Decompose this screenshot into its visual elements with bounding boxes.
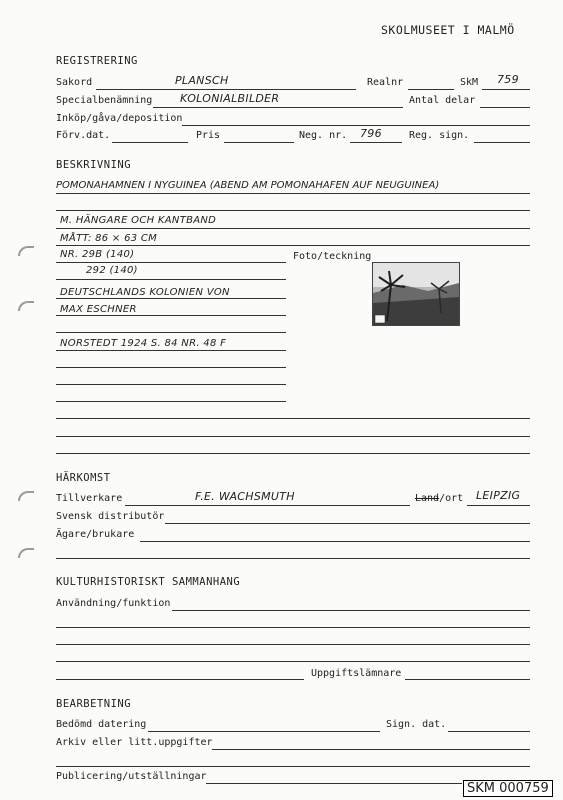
foto-label: Foto/teckning: [293, 251, 372, 262]
forv-dat-label: Förv.dat.: [56, 130, 111, 141]
section-title-harkomst: HÄRKOMST: [56, 472, 111, 484]
agare-label: Ägare/brukare: [56, 529, 135, 540]
specialbenamning-value: KOLONIALBILDER: [180, 92, 280, 105]
anvandning-label: Användning/funktion: [56, 598, 171, 609]
beskrivning-rule-1: [56, 193, 530, 194]
beskrivning-line-3: MÅTT: 86 × 63 CM: [60, 233, 158, 244]
ort-line: [467, 505, 530, 506]
beskrivning-line-5: 292 (140): [86, 265, 138, 276]
ort-value: LEIPZIG: [476, 489, 521, 502]
section-title-bearbetning: BEARBETNING: [56, 698, 132, 710]
antal-delar-line: [480, 107, 530, 108]
tillverkare-value: F.E. WACHSMUTH: [195, 490, 295, 503]
beskrivning-rule-3: [56, 228, 530, 229]
bedomd-datering-line: [148, 731, 380, 732]
bearbetning-rule-1: [56, 766, 530, 767]
anvandning-line: [172, 610, 530, 611]
beskrivning-rule-9: [56, 332, 286, 333]
reg-sign-line: [474, 142, 530, 143]
arkiv-line: [212, 749, 530, 750]
beskrivning-rule-14: [56, 418, 530, 419]
beskrivning-rule-4: [56, 245, 530, 246]
punch-hole-mark: [18, 301, 34, 311]
sakord-line: [96, 89, 356, 90]
specialbenamning-label: Specialbenämning: [56, 95, 153, 106]
specialbenamning-line: [153, 107, 403, 108]
photo-thumbnail: [372, 262, 460, 326]
beskrivning-rule-5: [56, 262, 286, 263]
svensk-distributor-label: Svensk distributör: [56, 511, 165, 522]
pris-label: Pris: [196, 130, 221, 141]
sign-dat-label: Sign. dat.: [386, 719, 447, 730]
skm-label: SkM: [460, 77, 479, 88]
section-title-beskrivning: BESKRIVNING: [56, 159, 132, 171]
beskrivning-rule-8: [56, 315, 286, 316]
beskrivning-line-8: NORSTEDT 1924 S. 84 NR. 48 F: [60, 338, 227, 349]
punch-hole-mark: [18, 548, 34, 558]
publicering-line: [206, 783, 462, 784]
beskrivning-rule-6: [56, 279, 286, 280]
tillverkare-line: [125, 505, 410, 506]
museum-header: SKOLMUSEET I MALMÖ: [381, 23, 515, 37]
beskrivning-rule-15: [56, 436, 530, 437]
section-title-registrering: REGISTRERING: [56, 55, 138, 67]
sakord-value: PLANSCH: [175, 74, 229, 87]
neg-nr-value: 796: [360, 127, 382, 140]
beskrivning-rule-12: [56, 384, 286, 385]
pris-line: [224, 142, 294, 143]
neg-nr-label: Neg. nr.: [299, 130, 348, 141]
inkop-label: Inköp/gåva/deposition: [56, 113, 183, 124]
beskrivning-rule-11: [56, 367, 286, 368]
sakord-label: Sakord: [56, 77, 93, 88]
land-label: Land: [415, 493, 440, 504]
land-ort-label: [415, 493, 463, 505]
palm-scene-image: [373, 263, 459, 325]
document-id-label: SKM 000759: [463, 780, 553, 797]
beskrivning-rule-2: [56, 210, 530, 211]
kulturhistoriskt-rule-3: [56, 661, 530, 662]
reg-sign-label: Reg. sign.: [409, 130, 470, 141]
sign-dat-line: [448, 731, 530, 732]
uppgiftslamnare-label: Uppgiftslämnare: [311, 668, 402, 679]
section-title-kulturhistoriskt: KULTURHISTORISKT SAMMANHANG: [56, 576, 241, 588]
realnr-line: [408, 89, 454, 90]
beskrivning-rule-10: [56, 350, 286, 351]
beskrivning-line-4: NR. 29B (140): [60, 249, 135, 260]
skm-value: 759: [497, 73, 519, 86]
inkop-line: [182, 125, 530, 126]
neg-nr-line: [350, 142, 402, 143]
antal-delar-label: Antal delar: [409, 95, 476, 106]
publicering-label: Publicering/utställningar: [56, 771, 207, 782]
punch-hole-mark: [18, 491, 34, 501]
bedomd-datering-label: Bedömd datering: [56, 719, 147, 730]
arkiv-label: Arkiv eller litt.uppgifter: [56, 737, 213, 748]
skm-line: [482, 89, 530, 90]
beskrivning-rule-7: [56, 298, 286, 299]
agare-line: [140, 541, 530, 542]
kulturhistoriskt-rule-2: [56, 644, 530, 645]
kulturhistoriskt-rule-4: [56, 679, 304, 680]
beskrivning-rule-13: [56, 401, 286, 402]
svensk-distributor-line: [165, 523, 530, 524]
ort-label: /ort: [439, 493, 464, 504]
beskrivning-line-1: POMONAHAMNEN I NYGUINEA (ABEND AM POMONAHAFEN AUF NEUGUINEA): [56, 180, 440, 191]
uppgiftslamnare-line: [405, 679, 530, 680]
beskrivning-line-7: MAX ESCHNER: [60, 304, 137, 315]
harkomst-rule-extra: [56, 558, 530, 559]
realnr-label: Realnr: [367, 77, 404, 88]
punch-hole-mark: [18, 246, 34, 256]
kulturhistoriskt-rule-1: [56, 627, 530, 628]
beskrivning-line-2: M. HÄNGARE OCH KANTBAND: [60, 215, 217, 226]
beskrivning-rule-16: [56, 453, 530, 454]
forv-dat-line: [112, 142, 188, 143]
tillverkare-label: Tillverkare: [56, 493, 123, 504]
beskrivning-line-6: DEUTSCHLANDS KOLONIEN VON: [60, 287, 230, 298]
